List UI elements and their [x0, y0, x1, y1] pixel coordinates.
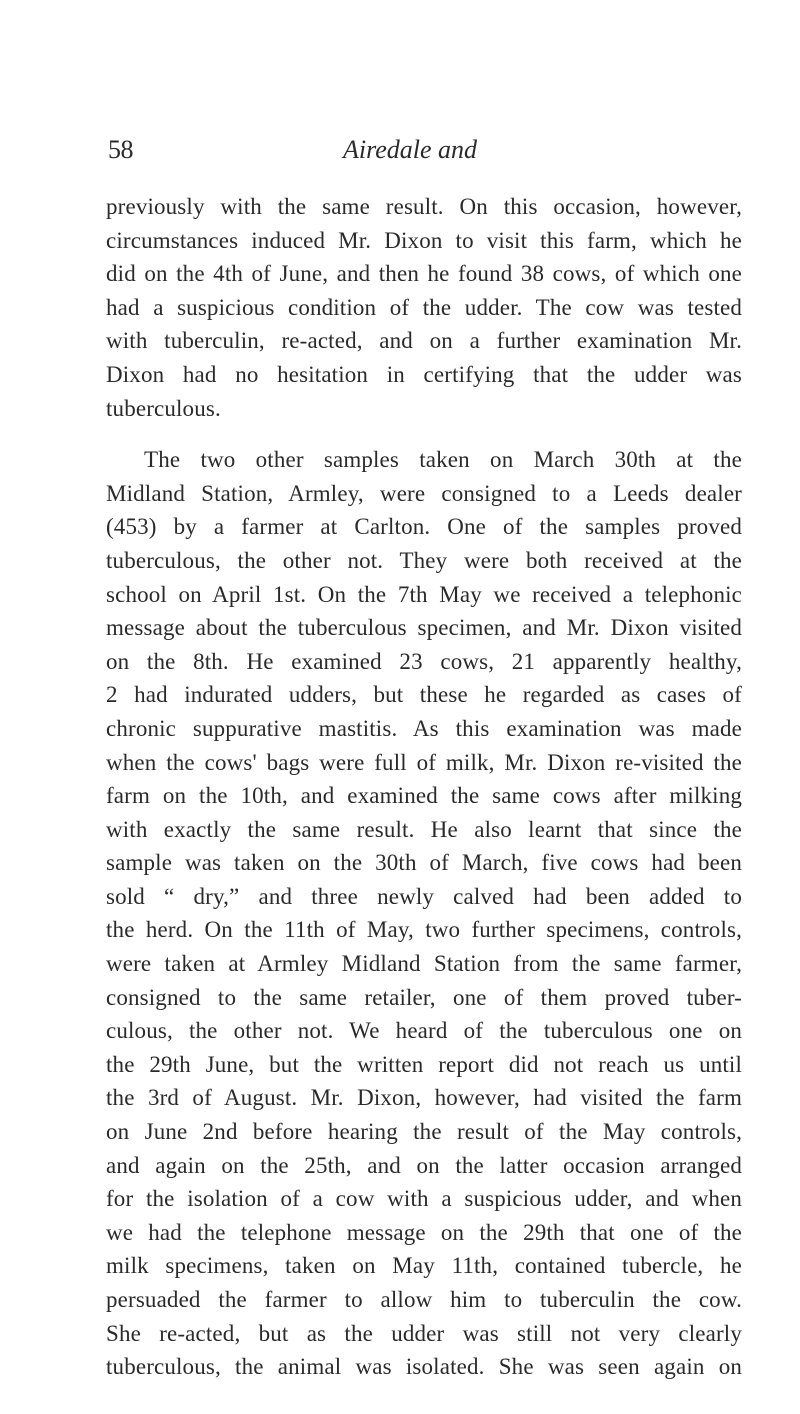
- text-line: 2 had indurated udders, but these he regarded as cases of: [106, 682, 742, 708]
- page-header: [108, 132, 742, 168]
- text-line: were taken at Armley Midland Station from the same farmer,: [106, 951, 742, 977]
- page-number: 58: [108, 135, 133, 164]
- text-line: for the isolation of a cow with a suspicious udder, and when: [106, 1186, 742, 1212]
- text-line: sold “ dry,” and three newly calved had been added to: [106, 883, 742, 909]
- text-line: with exactly the same result. He also learnt that since the: [106, 816, 742, 842]
- text-line: did on the 4th of June, and then he found 38 cows, of which one: [106, 261, 742, 287]
- text-line: the 3rd of August. Mr. Dixon, however, had visited the farm: [106, 1085, 742, 1111]
- text-line: culous, the other not. We heard of the tuberculous one on: [106, 1018, 742, 1044]
- text-line: on June 2nd before hearing the result of the May controls,: [106, 1119, 742, 1145]
- text-line: the 29th June, but the written report did not reach us until: [106, 1051, 742, 1077]
- text-line: the herd. On the 11th of May, two further specimens, controls,: [106, 917, 742, 943]
- text-line: She re-acted, but as the udder was still not very clearly: [106, 1320, 742, 1346]
- text-line: message about the tuberculous specimen, and Mr. Dixon visited: [106, 615, 742, 641]
- text-line: Dixon had no hesitation in certifying that the udder was: [106, 361, 742, 387]
- text-line: farm on the 10th, and examined the same cows after milking: [106, 783, 742, 809]
- text-line: The two other samples taken on March 30th at the: [144, 447, 742, 473]
- paragraph-1: [106, 190, 742, 425]
- text-line: consigned to the same retailer, one of them proved tuber-: [106, 984, 742, 1010]
- text-line: with tuberculin, re-acted, and on a further examination Mr.: [106, 328, 742, 354]
- paragraph-2: [106, 443, 742, 1384]
- text-line: Midland Station, Armley, were consigned to a Leeds dealer: [106, 480, 742, 506]
- text-line: persuaded the farmer to allow him to tuberculin the cow.: [106, 1287, 742, 1312]
- text-line: when the cows' bags were full of milk, Mr. Dixon re-visited the: [106, 749, 742, 775]
- text-line: tuberculous, the other not. They were both received at the: [106, 547, 742, 573]
- running-head: Airedale and: [342, 135, 478, 164]
- text-line: milk specimens, taken on May 11th, contained tubercle, he: [106, 1253, 742, 1279]
- text-line: tuberculous.: [106, 395, 221, 421]
- text-line: (453) by a farmer at Carlton. One of the samples proved: [106, 514, 742, 540]
- text-line: chronic suppurative mastitis. As this examination was made: [106, 715, 742, 741]
- text-line: tuberculous, the animal was isolated. She was seen again on: [106, 1354, 742, 1380]
- body-text: [106, 190, 742, 1384]
- text-line: had a suspicious condition of the udder. The cow was tested: [106, 294, 742, 320]
- text-line: we had the telephone message on the 29th that one of the: [106, 1219, 742, 1245]
- text-line: school on April 1st. On the 7th May we received a telephonic: [106, 581, 742, 607]
- text-line: on the 8th. He examined 23 cows, 21 apparently healthy,: [106, 648, 742, 674]
- text-line: sample was taken on the 30th of March, five cows had been: [106, 850, 742, 876]
- text-line: previously with the same result. On this occasion, however,: [106, 194, 742, 219]
- text-line: and again on the 25th, and on the latter occasion arranged: [106, 1152, 742, 1178]
- text-line: circumstances induced Mr. Dixon to visit this farm, which he: [106, 227, 742, 253]
